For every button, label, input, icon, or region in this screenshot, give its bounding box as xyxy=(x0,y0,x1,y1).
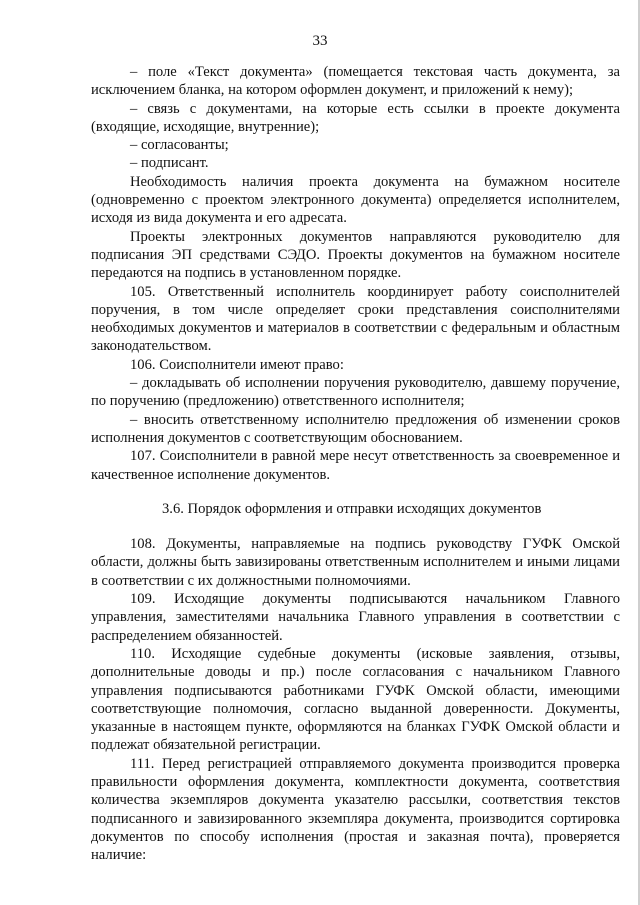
paragraph-electronic-drafts: Проекты электронных документов направляются руководителю для подписания ЭП средствами СЭДО. Проекты документов на бумажном носителе передаются на подпись в установленном порядке. xyxy=(91,228,620,282)
list-item-linked-documents: – связь с документами, на которые есть ссылки в проекте документа (входящие, исходящие, внутренние); xyxy=(91,100,620,135)
clause-111: 111. Перед регистрацией отправляемого документа производится проверка правильности оформления документа, комплектности документа, соответствия количества экземпляров документа указателю рассылки, соответствия текстов подписанного и завизированного экземпляра документа, производится сортировка документов по способу исполнения (простая и заказная почта), проверяется наличие: xyxy=(91,755,620,864)
clause-107: 107. Соисполнители в равной мере несут ответственность за своевременное и качественное исполнение документов. xyxy=(91,448,620,483)
list-item-approvers: – согласованты; xyxy=(130,137,229,154)
section-heading: 3.6. Порядок оформления и отправки исходящих документов xyxy=(162,500,542,517)
clause-106-item-report: – докладывать об исполнении поручения руководителю, давшему поручение, по поручению (предложению) ответственного исполнителя; xyxy=(91,375,620,410)
document-body xyxy=(91,63,620,864)
page-number: 33 xyxy=(312,33,328,49)
clause-109: 109. Исходящие документы подписываются начальником Главного управления, заместителями начальника Главного управления в соответствии с распределением обязанностей. xyxy=(91,591,620,644)
clause-106-item-proposals: – вносить ответственному исполнителю предложения об изменении сроков исполнения документов с соответствующим обоснованием. xyxy=(91,411,620,446)
list-item-signer: – подписант. xyxy=(130,155,209,172)
clause-105: 105. Ответственный исполнитель координирует работу соисполнителей поручения, в том числе определяет сроки представления соисполнителями необходимых документов и материалов в соответствии с федеральным и областным законодательством. xyxy=(91,283,620,355)
clause-108: 108. Документы, направляемые на подпись руководству ГУФК Омской области, должны быть завизированы ответственным исполнителем и иными лицами в соответствии с их должностными полномочиями. xyxy=(91,536,620,589)
paragraph-paper-draft: Необходимость наличия проекта документа на бумажном носителе (одновременно с проектом электронного документа) определяется исполнителем, исходя из вида документа и его адресата. xyxy=(91,173,620,227)
clause-106: 106. Соисполнители имеют право: xyxy=(130,356,344,373)
list-item-text-field: – поле «Текст документа» (помещается текстовая часть документа, за исключением бланка, на котором оформлен документ, и приложений к нему); xyxy=(91,64,620,99)
clause-110: 110. Исходящие судебные документы (исковые заявления, отзывы, дополнительные доводы и пр.) после согласования с начальником Главного управления подписываются работниками ГУФК Омской области, имеющими соответствующие полномочия, согласно выданной доверенности. Документы, указанные в настоящем пункте, оформляются на бланках ГУФК Омской области и подлежат обязательной регистрации. xyxy=(91,645,620,754)
